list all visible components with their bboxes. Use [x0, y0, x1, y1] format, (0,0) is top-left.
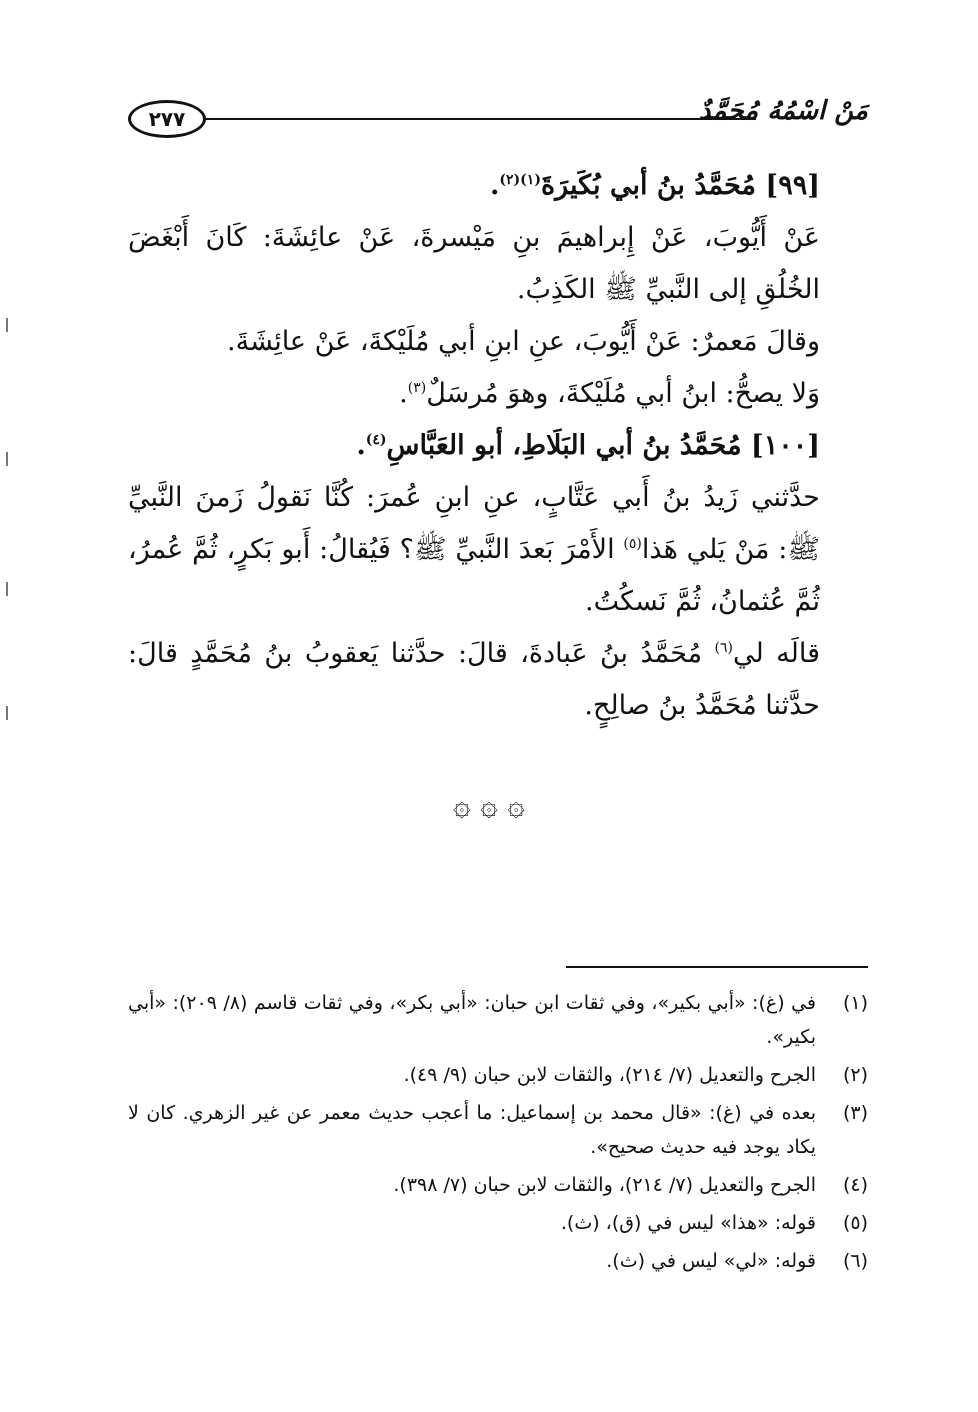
footnotes [128, 986, 868, 1282]
margin-mark [6, 706, 8, 720]
margin-mark [6, 318, 8, 332]
footnote-number: (١) [842, 992, 868, 1014]
footnote-ref-4: (٤) [365, 432, 387, 448]
period: . [399, 378, 408, 409]
entry-100-paragraph-2-b: مُحَمَّدُ بنُ عَبادةَ، قالَ: حدَّثنا يَعقوبُ بنُ مُحَمَّدٍ قالَ: حدَّثنا مُحَمَّدُ بنُ صالِحٍ. [128, 638, 820, 721]
footnote-number: (٣) [842, 1102, 868, 1124]
footnote-ref-6: (٦) [714, 640, 734, 656]
entry-100-paragraph-2 [128, 628, 868, 732]
footnote-item [128, 1096, 868, 1164]
entry-99-paragraph-1: عَنْ أَيُّوبَ، عَنْ إِبراهيمَ بنِ مَيْسرةَ، عَنْ عائِشَةَ: كَانَ أَبْغَضَ الخُلُقِ إلى النَّبيِّ ﷺ الكَذِبُ. [128, 222, 820, 305]
entry-99-paragraph-3-text: وَلا يصحُّ: ابنُ أبي مُلَيْكةَ، وهوَ مُرسَلٌ [426, 378, 820, 409]
footnote-text: الجرح والتعديل (٧/ ٢١٤)، والثقات لابن حبان (٧/ ٣٩٨). [393, 1174, 816, 1196]
footnote-number: (٥) [842, 1212, 868, 1234]
entry-99-title: [٩٩] مُحَمَّدُ بنُ أبي بُكَيرَةَ [540, 170, 820, 201]
margin-mark [6, 452, 8, 466]
footnote-text: قوله: «هذا» ليس في (ق)، (ث). [560, 1212, 816, 1234]
footnote-text: قوله: «لي» ليس في (ث). [606, 1250, 816, 1272]
main-text [128, 160, 868, 732]
footnote-text: الجرح والتعديل (٧/ ٢١٤)، والثقات لابن حبان (٩/ ٤٩). [403, 1064, 816, 1086]
footnote-number: (٦) [842, 1250, 868, 1272]
entry-100-heading [128, 420, 868, 472]
entry-100-paragraph-1-b: الأَمْرَ بَعدَ النَّبيِّ ﷺ؟ فَيُقالُ: أَبو بَكرٍ، ثُمَّ عُمرُ، ثُمَّ عُثمانُ، ثُمَّ نَسكُتُ. [128, 534, 820, 617]
entry-99-paragraph-3 [128, 368, 868, 420]
footnote-item [128, 1058, 868, 1092]
entry-99-paragraph-2: وقالَ مَعمرٌ: عَنْ أَيُّوبَ، عنِ ابنِ أبي مُلَيْكةَ، عَنْ عائِشَةَ. [227, 326, 820, 357]
margin-mark [6, 582, 8, 596]
footnote-text: في (غ): «أبي بكير»، وفي ثقات ابن حبان: «أبي بكر»، وفي ثقات قاسم (٨/ ٢٠٩): «أبي بكير». [128, 992, 816, 1048]
footnote-rule [566, 966, 868, 968]
footnote-item [128, 1244, 868, 1278]
footnote-ref-5: (٥) [623, 536, 642, 552]
footnote-ref-1-2: (١)(٢) [499, 172, 541, 188]
section-ornament: ۞ ۞ ۞ [453, 788, 525, 823]
page-number: ٢٧٧ [128, 100, 206, 138]
footnote-item [128, 986, 868, 1054]
footnote-item [128, 1206, 868, 1240]
heading-end-dot: . [489, 170, 500, 201]
footnote-item [128, 1168, 868, 1202]
heading-end-dot: . [356, 430, 366, 461]
entry-99-heading [128, 160, 868, 212]
running-title: مَنْ اسْمُهُ مُحَمَّدٌ [698, 96, 868, 126]
footnote-text: بعده في (غ): «قال محمد بن إسماعيل: ما أعجب حديث معمر عن غير الزهري. كان لا يكاد يوجد فيه حديث صحيح». [128, 1102, 816, 1158]
footnote-number: (٢) [842, 1064, 868, 1086]
page-header [128, 92, 868, 152]
entry-100-title: [١٠٠] مُحَمَّدُ بنُ أبي البَلَاطِ، أبو العَبَّاسِ [386, 430, 820, 461]
footnote-number: (٤) [842, 1174, 868, 1196]
footnote-ref-3: (٣) [407, 380, 427, 396]
entry-100-paragraph-1 [128, 472, 868, 628]
header-rule [204, 118, 756, 120]
entry-100-paragraph-2-a: قالَه لي [733, 638, 820, 669]
entry-100-paragraph-1-a: حدَّثني زَيدُ بنُ أَبي عَتَّابٍ، عنِ ابنِ عُمرَ: كُنَّا نَقولُ زَمنَ النَّبيِّ ﷺ: مَنْ يَلي هَذا [128, 482, 820, 565]
